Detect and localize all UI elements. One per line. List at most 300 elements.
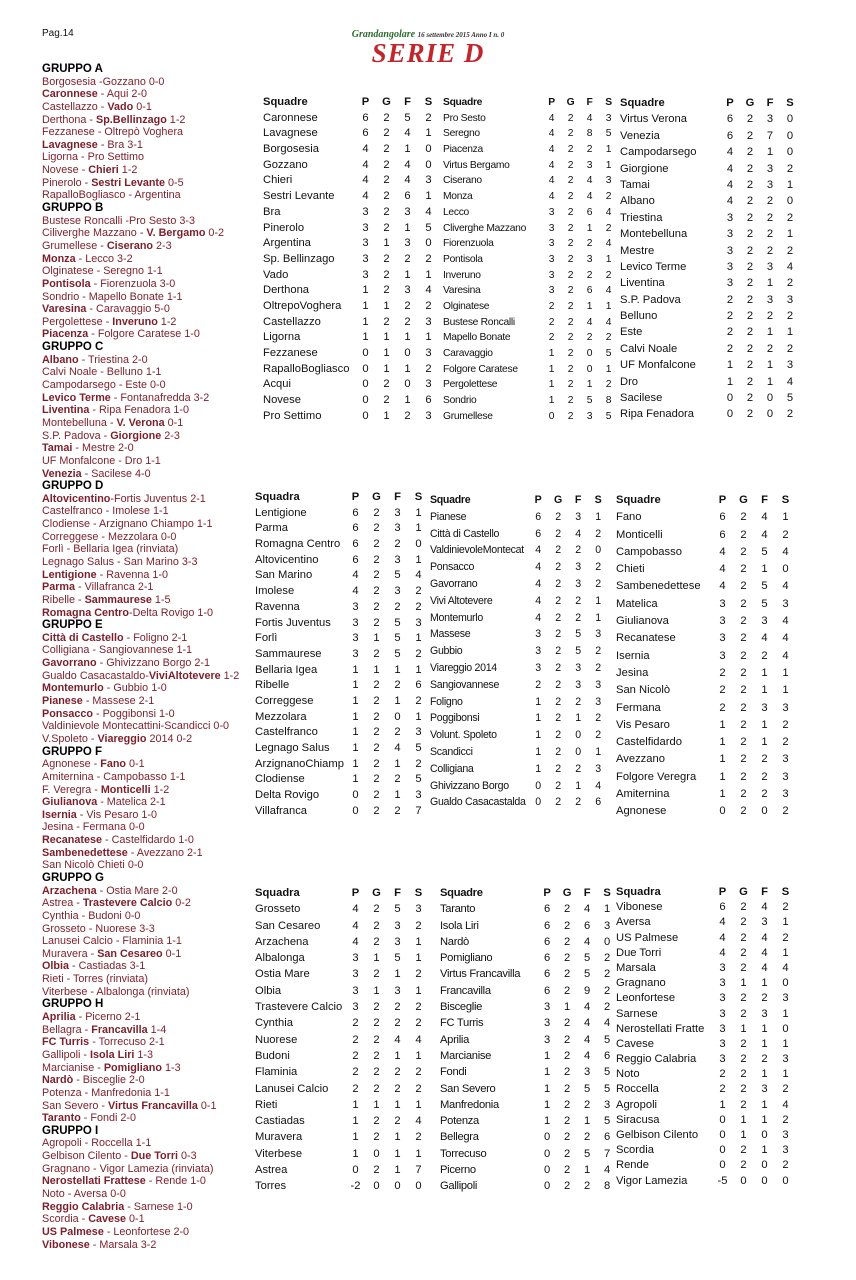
standings-row — [255, 1146, 429, 1162]
standings-row — [430, 509, 608, 526]
stat-cell: 1 — [782, 1037, 789, 1050]
stat-cell: 1 — [604, 903, 610, 916]
stat-cell: 3 — [415, 616, 422, 629]
team-name: UF Monfalcone — [620, 359, 696, 372]
standings-row — [443, 158, 618, 174]
match-result — [42, 569, 256, 582]
stat-cell: 4 — [782, 1098, 789, 1111]
stat-cell: 1 — [761, 977, 768, 990]
standings-row — [620, 406, 800, 422]
stat-cell: 3 — [544, 1017, 550, 1030]
standings-row — [443, 377, 618, 393]
stat-cell: 2 — [555, 628, 561, 641]
team-name: Inveruno — [443, 269, 481, 281]
stat-cell: 4 — [352, 935, 359, 948]
stat-cell: 3 — [575, 561, 581, 574]
stat-cell: 1 — [548, 363, 555, 375]
standings-table — [440, 885, 617, 1195]
stat-cell: 1 — [415, 553, 422, 566]
stat-cell: 4 — [425, 205, 432, 218]
winning-team: Parma — [42, 581, 76, 594]
stat-cell: 2 — [740, 545, 747, 558]
stat-cell: 2 — [740, 597, 747, 610]
team-name: Borgosesia — [263, 143, 319, 156]
team-name: Levico Terme — [620, 260, 687, 273]
stat-cell: 2 — [746, 211, 754, 224]
stat-cell: 1 — [352, 773, 359, 786]
team-name: Nardò — [440, 935, 469, 948]
standings-row — [255, 710, 429, 726]
stat-cell: 3 — [535, 645, 541, 658]
stat-cell: 2 — [373, 1115, 380, 1128]
stat-cell: 4 — [404, 174, 411, 187]
match-result — [42, 708, 256, 721]
result-text: F. Veregra - — [42, 783, 101, 796]
stat-cell: 2 — [383, 190, 390, 203]
standings-row — [430, 677, 608, 694]
stat-cell: 2 — [555, 611, 561, 624]
stat-cell: 2 — [740, 563, 747, 576]
stat-cell: 1 — [719, 1098, 726, 1111]
stat-cell: 2 — [605, 222, 612, 234]
team-column-header: Squadre — [620, 97, 665, 109]
stat-cell: 4 — [584, 1033, 590, 1046]
stat-cell: 2 — [555, 779, 561, 792]
standings-row — [430, 778, 608, 795]
stat-cell: 2 — [605, 332, 612, 344]
winning-team: Due Torri — [130, 1150, 179, 1163]
stat-cell: 1 — [415, 522, 422, 535]
stat-cell: 2 — [746, 392, 754, 405]
stat-cell: 6 — [544, 903, 550, 916]
stat-cell: 1 — [719, 718, 726, 731]
stat-cell: 2 — [740, 1037, 747, 1050]
stat-cell: 2 — [567, 269, 574, 281]
result-text: 1-2 — [118, 164, 138, 177]
match-result — [42, 607, 256, 620]
stat-cell: 5 — [604, 1115, 610, 1128]
stat-cell: 2 — [746, 146, 754, 159]
stat-cell: 4 — [352, 919, 359, 932]
stat-cell: 2 — [595, 661, 601, 674]
team-name: Parma — [255, 522, 288, 535]
winning-team: Giulianova — [42, 796, 98, 809]
stat-cell: 1 — [373, 984, 380, 997]
stat-cell: 2 — [567, 175, 574, 187]
standings-row — [255, 1113, 429, 1129]
stat-cell: 3 — [352, 968, 359, 981]
stat-cell: 5 — [786, 392, 794, 405]
stat-cell: 2 — [782, 1083, 789, 1096]
stat-cell: 2 — [564, 1033, 570, 1046]
team-name: Pro Settimo — [263, 409, 322, 422]
stat-cell: 2 — [740, 1068, 747, 1081]
match-result — [42, 139, 256, 152]
match-result — [42, 657, 256, 670]
stat-cell: 2 — [740, 718, 747, 731]
team-name: Altovicentino — [255, 553, 319, 566]
result-text: 0-5 — [165, 176, 184, 189]
result-text: - Leonfortese 2-0 — [103, 1225, 190, 1238]
stat-cell: 2 — [555, 544, 561, 557]
page-title: SERIE D — [371, 38, 485, 68]
standings-row — [263, 393, 439, 409]
stat-cell: 4 — [404, 127, 411, 140]
standings-row — [430, 559, 608, 576]
stat-cell: 2 — [746, 293, 754, 306]
standings-header — [616, 885, 796, 900]
stat-cell: 4 — [362, 158, 369, 171]
stat-cell: 0 — [575, 745, 581, 758]
result-text: -Delta Rovigo 1-0 — [128, 606, 213, 619]
stat-cell: 2 — [567, 410, 574, 422]
stat-cell: 3 — [604, 919, 610, 932]
stat-cell: 5 — [584, 1082, 590, 1095]
stat-cell: 6 — [352, 553, 359, 566]
stat-cell: 1 — [548, 348, 555, 359]
stat-cell: 7 — [766, 129, 774, 142]
team-name: Pontisola — [443, 253, 483, 265]
stat-cell: 0 — [544, 1164, 550, 1177]
stat-cell: 2 — [586, 144, 593, 156]
stat-cell: 6 — [352, 522, 359, 535]
team-name: Torres — [255, 1180, 287, 1193]
team-name: Recanatese — [616, 632, 676, 645]
team-name: Francavilla — [440, 984, 491, 997]
standings-row — [255, 1064, 429, 1080]
result-text: Clodiense - Arzignano Chiampo 1-1 — [42, 518, 213, 531]
stat-cell: 3 — [425, 378, 432, 391]
stat-cell: 1 — [605, 159, 612, 171]
winning-team: FC Turris — [42, 1036, 90, 1049]
team-name: Virtus Francavilla — [440, 968, 521, 981]
stat-cell: 4 — [548, 175, 555, 187]
stat-cell: 2 — [394, 1082, 401, 1095]
stat-cell: 6 — [352, 506, 359, 519]
stat-cell: 6 — [719, 901, 726, 914]
team-name: Ripa Fenadora — [620, 408, 695, 421]
result-text: - Bra 3-1 — [97, 138, 143, 151]
stat-cell: 4 — [761, 632, 768, 645]
result-text: RapalloBogliasco - Argentina — [42, 189, 181, 202]
stat-cell: 3 — [726, 260, 734, 273]
team-name: Massese — [430, 628, 471, 641]
team-column-header: Squadre — [616, 494, 661, 506]
stat-cell: 1 — [394, 1147, 401, 1160]
stat-cell: 1 — [740, 1129, 747, 1141]
stat-cell: 1 — [415, 952, 422, 965]
stat-cell: 2 — [564, 1049, 570, 1062]
stat-cell: 1 — [761, 1113, 768, 1126]
stat-cell: 0 — [586, 348, 593, 359]
stat-cell: 2 — [404, 299, 411, 312]
team-name: Sondrio — [443, 395, 477, 407]
team-name: Sarnese — [616, 1007, 658, 1020]
team-column-header: Squadra — [616, 886, 661, 898]
standings-row — [616, 665, 796, 682]
result-text: Castelfranco - Imolese 1-1 — [42, 505, 169, 518]
team-name: Gelbison Cilento — [616, 1129, 699, 1141]
result-text: - Castiadas 3-1 — [69, 960, 146, 973]
stat-cell: 1 — [352, 663, 359, 676]
standings-header — [263, 95, 439, 111]
stat-cell: 1 — [362, 299, 369, 312]
stat-cell: 2 — [564, 903, 570, 916]
stat-cell: 6 — [425, 394, 432, 407]
team-name: Amiternina — [616, 788, 670, 801]
result-text: 1-2 — [157, 315, 177, 328]
winning-team: Nardò — [42, 1074, 74, 1087]
stat-cell: 1 — [383, 409, 390, 422]
stat-cell: 6 — [726, 129, 734, 142]
result-text: Montebelluna - — [42, 416, 117, 429]
stat-cell: 4 — [352, 585, 359, 598]
match-result — [42, 771, 256, 784]
result-text: 0-1 — [162, 947, 182, 960]
stat-cell: 1 — [394, 663, 401, 676]
stat-cell: 0 — [766, 392, 774, 405]
stat-cell: 2 — [575, 611, 581, 624]
stat-cell: 0 — [415, 1180, 422, 1193]
stat-cell: 6 — [544, 935, 550, 948]
stat-cell: 0 — [404, 347, 411, 359]
winning-team: Sambenedettese — [42, 846, 128, 859]
result-text: Scordia - — [42, 1213, 89, 1226]
standings-row — [255, 772, 429, 788]
stat-cell: 0 — [761, 805, 768, 818]
stat-cell: 4 — [548, 159, 555, 171]
stat-cell: 2 — [567, 348, 574, 359]
stat-cell: 4 — [605, 238, 612, 250]
stat-cell: 1 — [586, 222, 593, 234]
stat-cell: 5 — [394, 647, 401, 660]
stat-cell: 3 — [595, 762, 601, 775]
stat-cell: 2 — [567, 206, 574, 218]
match-result — [42, 151, 256, 164]
stat-cell: 1 — [425, 268, 432, 281]
stat-cell: 4 — [352, 903, 359, 916]
stat-cell: 2 — [555, 577, 561, 590]
standings-row — [430, 694, 608, 711]
stat-column-header: G — [554, 494, 562, 506]
winning-team: Sp.Bellinzago — [96, 113, 167, 126]
stat-cell: 1 — [362, 315, 369, 328]
match-result — [42, 366, 256, 379]
stat-cell: 1 — [535, 712, 541, 725]
stat-cell: 1 — [548, 379, 555, 391]
team-column-header: Squadre — [430, 494, 471, 506]
stat-cell: 3 — [394, 919, 401, 932]
stat-cell: 2 — [373, 804, 380, 817]
stat-cell: 2 — [567, 316, 574, 328]
stat-cell: 2 — [394, 804, 401, 817]
match-result — [42, 177, 256, 190]
stat-cell: 2 — [726, 342, 734, 355]
result-text: - Fiorenzuola 3-0 — [90, 277, 176, 290]
standings-header — [620, 95, 800, 111]
stat-cell: 3 — [362, 205, 369, 218]
stat-cell: 2 — [575, 695, 581, 708]
standings-row — [616, 1037, 796, 1052]
stat-cell: 2 — [352, 1017, 359, 1030]
match-result — [42, 189, 256, 202]
team-name: Torrecuso — [440, 1147, 487, 1160]
stat-cell: 4 — [535, 577, 541, 590]
match-result — [42, 556, 256, 569]
stat-cell: 2 — [586, 332, 593, 344]
stat-cell: 2 — [595, 645, 601, 658]
stat-cell: 3 — [595, 695, 601, 708]
standings-row — [616, 717, 796, 734]
stat-cell: 0 — [394, 1180, 401, 1193]
stat-cell: 2 — [564, 1115, 570, 1128]
standings-row — [255, 616, 429, 632]
team-name: Avezzano — [616, 753, 665, 766]
stat-cell: 1 — [425, 190, 432, 203]
team-name: Giorgione — [620, 162, 669, 175]
team-name: Fano — [616, 511, 642, 524]
stat-cell: 2 — [373, 679, 380, 692]
team-name: Caravaggio — [443, 348, 493, 359]
stat-cell: 2 — [746, 129, 754, 142]
standings-row — [443, 393, 618, 409]
standings-row — [443, 221, 618, 237]
stat-cell: 7 — [604, 1147, 610, 1160]
stat-cell: 1 — [761, 563, 768, 576]
winning-team: Lavagnese — [42, 138, 98, 151]
stat-cell: 1 — [605, 363, 612, 375]
result-text: 2-3 — [153, 239, 172, 252]
stat-cell: 2 — [567, 191, 574, 203]
stat-cell: 3 — [726, 244, 734, 257]
team-name: Pianese — [430, 510, 467, 523]
stat-cell: 2 — [415, 968, 422, 981]
stat-cell: 5 — [604, 1082, 610, 1095]
team-name: Ligorna — [263, 331, 301, 344]
stat-cell: 5 — [604, 1033, 610, 1046]
team-name: Bustese Roncalli — [443, 316, 515, 328]
stat-cell: 4 — [761, 931, 768, 944]
match-result — [42, 960, 256, 973]
stat-cell: 2 — [373, 726, 380, 739]
stat-cell: 4 — [584, 1049, 590, 1062]
stat-cell: 4 — [584, 903, 590, 916]
team-name: Ciserano — [443, 175, 482, 187]
standings-row — [440, 918, 617, 934]
team-name: San Cesareo — [255, 919, 321, 932]
stat-cell: 6 — [719, 528, 726, 541]
team-name: Fiorenzuola — [443, 238, 494, 250]
result-text: - Rende 1-0 — [145, 1175, 206, 1188]
standings-row — [620, 161, 800, 177]
stat-cell: 2 — [383, 111, 390, 124]
winning-team: Trastevere Calcio — [82, 897, 173, 910]
match-result — [42, 1074, 256, 1087]
result-text: - Fontanafredda 3-2 — [110, 391, 210, 404]
standings-row — [443, 330, 618, 346]
stat-cell: 1 — [373, 1098, 380, 1111]
result-text: 0-3 — [178, 1150, 197, 1163]
stat-cell: 1 — [535, 729, 541, 742]
stat-cell: 1 — [415, 1049, 422, 1062]
standings-row — [620, 308, 800, 324]
stat-cell: 2 — [595, 712, 601, 725]
team-name: Cliverghe Mazzano — [443, 222, 527, 234]
stat-cell: 3 — [719, 597, 726, 610]
team-name: Este — [620, 326, 643, 339]
standings-row — [430, 727, 608, 744]
match-result — [42, 518, 256, 531]
stat-cell: 4 — [719, 580, 726, 593]
stat-cell: 0 — [761, 1129, 768, 1141]
stat-cell: 2 — [740, 770, 747, 783]
stat-cell: 1 — [394, 1164, 401, 1177]
stat-cell: 3 — [719, 1053, 726, 1066]
stat-cell: 2 — [604, 984, 610, 997]
match-result — [42, 164, 256, 177]
stat-cell: 3 — [782, 1053, 789, 1066]
match-result — [42, 227, 256, 240]
stat-cell: 0 — [352, 804, 359, 817]
stat-cell: 2 — [595, 561, 601, 574]
team-name: Sammaurese — [255, 647, 322, 660]
stat-cell: 2 — [415, 694, 422, 707]
stat-cell: 4 — [761, 946, 768, 959]
stat-cell: 2 — [415, 757, 422, 770]
stat-column-header: G — [739, 494, 748, 506]
stat-cell: 1 — [425, 127, 432, 140]
stat-column-header: S — [594, 494, 602, 506]
stat-column-header: S — [414, 491, 423, 503]
stat-cell: 3 — [548, 269, 555, 281]
stat-cell: 2 — [373, 600, 380, 613]
result-text: 1-2 — [166, 113, 186, 126]
stat-cell: 3 — [726, 277, 734, 290]
result-text: Muravera - — [42, 947, 98, 960]
stat-cell: 2 — [373, 522, 380, 535]
winning-team: Viareggio — [97, 732, 147, 745]
stat-cell: 2 — [761, 992, 768, 1005]
stat-cell: 2 — [567, 128, 574, 140]
stat-cell: 2 — [383, 315, 390, 328]
stat-cell: 2 — [373, 647, 380, 660]
team-name: Chieri — [263, 174, 293, 187]
team-name: Isola Liri — [440, 919, 479, 932]
winning-team: Sestri Levante — [91, 176, 166, 189]
stat-cell: 1 — [766, 146, 774, 159]
team-name: Triestina — [620, 211, 663, 224]
stat-cell: 2 — [746, 162, 754, 175]
stat-cell: 2 — [740, 511, 747, 524]
match-result — [42, 76, 256, 89]
winning-team: V. Verona — [116, 416, 165, 429]
stat-cell: 2 — [548, 332, 555, 344]
stat-cell: 4 — [605, 285, 612, 297]
result-text: - Ghivizzano Borgo 2-1 — [96, 657, 211, 670]
stat-column-header: G — [562, 887, 572, 899]
stat-cell: 4 — [425, 284, 432, 297]
stat-cell: 0 — [404, 378, 411, 391]
stat-cell: 0 — [782, 563, 789, 576]
team-name: Reggio Calabria — [616, 1053, 697, 1066]
result-text: Castellazzo - — [42, 100, 108, 113]
standings-row — [616, 1022, 796, 1037]
standings-row — [430, 526, 608, 543]
stat-cell: 1 — [373, 632, 380, 645]
stat-cell: 2 — [535, 678, 541, 691]
team-name: Piacenza — [443, 144, 483, 156]
stat-cell: 1 — [595, 510, 601, 523]
